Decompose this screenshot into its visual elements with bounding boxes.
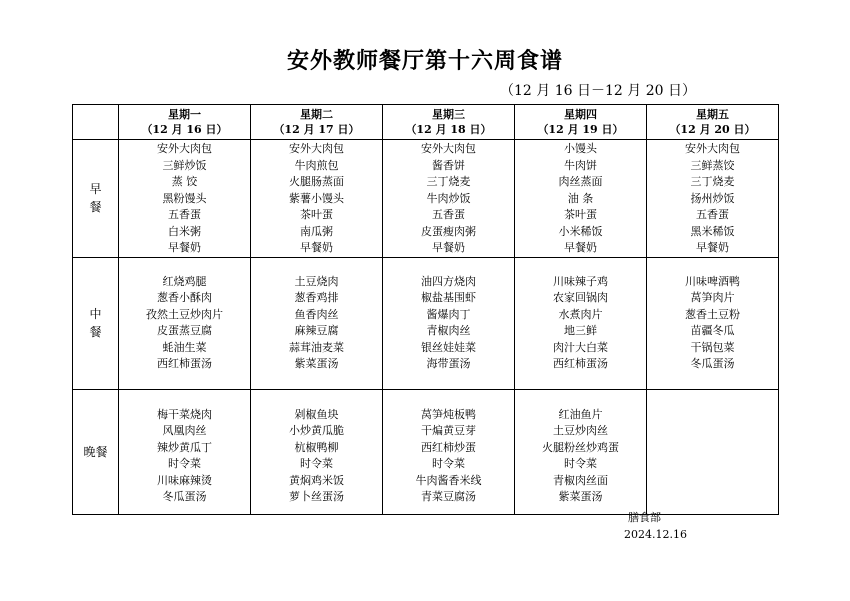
breakfast-cell — [119, 140, 251, 258]
dish-item: 梅干菜烧肉 — [157, 407, 212, 421]
lunch-cell — [515, 257, 647, 389]
dinner-label: 晚餐 — [73, 389, 119, 514]
dish-item: 冬瓜蛋汤 — [690, 357, 735, 370]
dish-item: 牛肉炒饭 — [426, 191, 471, 205]
dish-item: 杭椒鸭柳 — [294, 440, 339, 454]
lunch-cell — [383, 257, 515, 389]
dish-item: 川味啤酒鸭 — [685, 274, 740, 288]
dish-list — [119, 140, 250, 257]
dish-item: 牛肉饼 — [564, 158, 597, 172]
dish-item: 蚝油生菜 — [162, 340, 207, 354]
dish-item: 农家回锅肉 — [553, 291, 608, 304]
dish-item: 黄焖鸡米饭 — [289, 473, 344, 487]
dinner-cell — [119, 389, 251, 514]
dish-list — [515, 258, 646, 373]
dish-item: 莴笋炖板鸭 — [421, 407, 476, 421]
dinner-cell — [647, 389, 779, 514]
dish-item: 早餐奶 — [696, 241, 729, 254]
breakfast-row — [73, 140, 779, 258]
dish-item: 红烧鸡腿 — [162, 274, 207, 288]
dish-item: 肉汁大白菜 — [553, 340, 608, 354]
dish-list — [119, 258, 250, 373]
dish-item: 葱香土豆粉 — [685, 307, 740, 321]
dish-list — [647, 390, 778, 407]
lunch-row — [73, 257, 779, 389]
dish-list — [383, 140, 514, 257]
dish-item: 麻辣豆腐 — [294, 324, 339, 337]
dish-item: 地三鲜 — [564, 324, 597, 337]
dish-list — [383, 258, 514, 373]
dish-item: 牛肉煎包 — [294, 158, 339, 172]
dish-item: 小馒头 — [564, 142, 597, 155]
dish-item: 小炒黄瓜脆 — [289, 424, 344, 437]
dish-item: 早餐奶 — [300, 241, 333, 254]
dish-item: 苗疆冬瓜 — [690, 324, 735, 337]
dish-item: 酱香饼 — [432, 158, 465, 172]
day-header-thu — [515, 105, 647, 140]
dish-item: 早餐奶 — [432, 241, 465, 254]
dish-item: 五香蛋 — [432, 208, 465, 221]
dish-item: 紫菜蛋汤 — [294, 357, 339, 370]
day-name: 星期二 — [300, 108, 333, 121]
dish-item: 时令菜 — [168, 457, 201, 470]
dinner-cell — [251, 389, 383, 514]
dish-list — [515, 390, 646, 506]
lunch-cell — [251, 257, 383, 389]
dish-item: 干煸黄豆芽 — [421, 424, 476, 437]
dish-item: 风凰肉丝 — [162, 424, 207, 437]
footer-department: 膳食部 — [628, 511, 661, 524]
dish-item: 时令菜 — [300, 457, 333, 470]
dish-item: 水煮肉片 — [558, 307, 603, 321]
dish-item: 紫薯小馒头 — [289, 191, 344, 205]
lunch-label — [73, 257, 119, 389]
day-header-mon — [119, 105, 251, 140]
dish-item: 时令菜 — [432, 457, 465, 470]
dish-item: 火腿肠蒸面 — [289, 175, 344, 188]
day-date: （12 月 18 日） — [405, 123, 492, 136]
dish-item: 青椒肉丝面 — [553, 473, 608, 487]
dish-item: 牛肉酱香米线 — [415, 473, 482, 487]
dish-item: 早餐奶 — [564, 241, 597, 254]
day-name: 星期四 — [564, 108, 597, 121]
day-date: （12 月 19 日） — [537, 123, 624, 136]
dish-item: 剁椒鱼块 — [294, 407, 339, 421]
dish-list — [647, 140, 778, 257]
dish-item: 安外大肉包 — [685, 142, 740, 155]
dish-list — [251, 258, 382, 373]
breakfast-cell — [515, 140, 647, 258]
dish-item: 青椒肉丝 — [426, 324, 471, 337]
dish-list — [251, 390, 382, 506]
dish-item: 三鲜炒饭 — [162, 158, 207, 172]
dish-item: 五香蛋 — [168, 208, 201, 221]
dish-item: 酱爆肉丁 — [426, 307, 471, 321]
dish-list — [647, 258, 778, 373]
menu-table — [72, 104, 779, 515]
dish-list — [251, 140, 382, 257]
breakfast-label-char: 早 — [89, 182, 102, 197]
dish-item: 椒盐基围虾 — [421, 291, 476, 304]
dish-item: 肉丝蒸面 — [558, 175, 603, 188]
dish-item: 五香蛋 — [696, 208, 729, 221]
dish-list — [119, 390, 250, 506]
day-date: （12 月 16 日） — [141, 123, 228, 136]
day-name: 星期三 — [432, 108, 465, 121]
dish-item: 海带蛋汤 — [426, 357, 471, 370]
day-date: （12 月 20 日） — [669, 123, 756, 136]
dish-item: 萝卜丝蛋汤 — [289, 490, 344, 503]
dinner-row — [73, 389, 779, 514]
dish-item: 火腿粉丝炒鸡蛋 — [542, 440, 619, 454]
lunch-label-char: 中 — [89, 307, 102, 321]
day-name: 星期五 — [696, 108, 729, 121]
dish-item: 安外大肉包 — [421, 142, 476, 155]
dish-item: 小米稀饭 — [558, 224, 603, 238]
breakfast-cell — [647, 140, 779, 258]
breakfast-label-char: 餐 — [89, 200, 102, 215]
date-range: （12 月 16 日－12 月 20 日） — [500, 83, 696, 99]
dish-item: 皮蛋瘦肉粥 — [421, 224, 476, 238]
dish-item: 孜然土豆炒肉片 — [146, 307, 223, 321]
day-header-tue — [251, 105, 383, 140]
header-row — [73, 105, 779, 140]
dish-item: 干锅包菜 — [690, 340, 735, 354]
dish-item: 南瓜粥 — [300, 224, 333, 238]
dish-list — [383, 390, 514, 506]
dinner-cell — [515, 389, 647, 514]
dish-item: 西红柿蛋汤 — [157, 357, 212, 370]
day-date: （12 月 17 日） — [273, 123, 360, 136]
dish-item: 蒜茸油麦菜 — [289, 340, 344, 354]
dish-item: 时令菜 — [564, 457, 597, 470]
dish-item: 皮蛋蒸豆腐 — [157, 324, 212, 337]
dish-item: 辣炒黄瓜丁 — [157, 440, 212, 454]
corner-cell — [73, 105, 119, 140]
dish-item: 扬州炒饭 — [690, 191, 735, 205]
dish-item: 三丁烧麦 — [426, 175, 471, 188]
dish-item: 冬瓜蛋汤 — [162, 490, 207, 503]
dish-item: 黑粉馒头 — [162, 191, 207, 205]
dish-item: 黑米稀饭 — [690, 224, 735, 238]
dish-item: 莴笋肉片 — [690, 291, 735, 304]
dish-item: 三丁烧麦 — [690, 175, 735, 188]
dish-item: 西红柿炒蛋 — [421, 440, 476, 454]
lunch-cell — [647, 257, 779, 389]
dish-item: 茶叶蛋 — [564, 208, 597, 221]
dish-item: 土豆炒肉丝 — [553, 424, 608, 437]
dish-item: 白米粥 — [168, 224, 201, 238]
dish-item: 安外大肉包 — [289, 142, 344, 155]
dish-item: 川味辣子鸡 — [553, 274, 608, 288]
dish-item: 早餐奶 — [168, 241, 201, 254]
dish-item: 紫菜蛋汤 — [558, 490, 603, 503]
dinner-cell — [383, 389, 515, 514]
day-header-fri — [647, 105, 779, 140]
dish-item: 川味麻辣烫 — [157, 473, 212, 487]
dish-item: 茶叶蛋 — [300, 208, 333, 221]
footer-date: 2024.12.16 — [624, 528, 687, 541]
day-header-wed — [383, 105, 515, 140]
dish-item: 蒸 饺 — [171, 175, 198, 188]
page-title: 安外教师餐厅第十六周食谱 — [286, 48, 563, 74]
dish-item: 油四方烧肉 — [421, 274, 476, 288]
lunch-cell — [119, 257, 251, 389]
dish-item: 青菜豆腐汤 — [421, 490, 476, 503]
dish-list — [515, 140, 646, 257]
dish-item: 西红柿蛋汤 — [553, 357, 608, 370]
dish-item: 安外大肉包 — [157, 142, 212, 155]
day-name: 星期一 — [168, 108, 201, 121]
dish-item: 红油鱼片 — [558, 407, 603, 421]
dish-item: 油 条 — [567, 191, 594, 205]
breakfast-cell — [251, 140, 383, 258]
dish-item: 鱼香肉丝 — [294, 307, 339, 321]
dish-item: 葱香鸡排 — [294, 291, 339, 304]
breakfast-cell — [383, 140, 515, 258]
dish-item: 三鲜蒸饺 — [690, 158, 735, 172]
breakfast-label — [73, 140, 119, 258]
dish-item: 土豆烧肉 — [294, 274, 339, 288]
dish-item: 银丝娃娃菜 — [421, 340, 476, 354]
lunch-label-char: 餐 — [89, 325, 102, 339]
dish-item: 葱香小酥肉 — [157, 291, 212, 304]
